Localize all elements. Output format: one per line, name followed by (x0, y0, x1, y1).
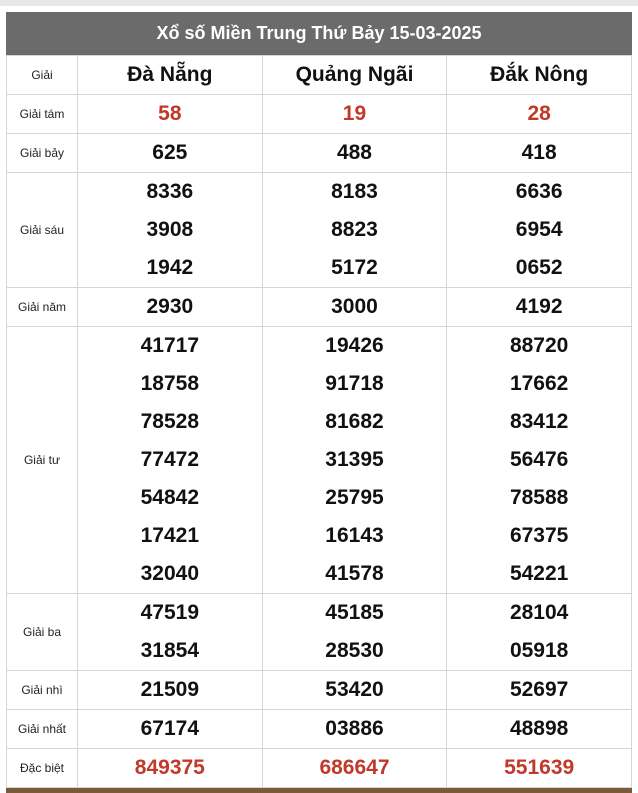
prize-label: Giải nhất (7, 710, 78, 749)
prize-number: 19 (342, 102, 367, 125)
prize-cell-da-nang (78, 173, 263, 288)
prize-row (7, 134, 632, 173)
prize-number: 8183 (331, 180, 378, 203)
prize-number: 77472 (140, 448, 200, 471)
prize-number: 4192 (515, 295, 563, 318)
prize-cell-da-nang (78, 594, 263, 671)
prize-number: 418 (521, 141, 557, 164)
prize-label: Giải nhì (7, 671, 78, 710)
prize-number: 17662 (509, 372, 569, 395)
prize-cell-quang-ngai (262, 173, 447, 288)
prize-cell-quang-ngai (262, 671, 447, 710)
prize-row (7, 327, 632, 594)
prize-number: 18758 (140, 372, 200, 395)
prize-number: 53420 (325, 678, 384, 701)
prize-number: 8336 (146, 180, 194, 203)
prize-number: 5172 (331, 256, 378, 279)
prize-number: 56476 (509, 448, 569, 471)
prize-row (7, 95, 632, 134)
prize-number: 19426 (325, 334, 384, 357)
prize-number: 52697 (509, 678, 569, 701)
prize-cell-da-nang (78, 710, 263, 749)
prize-number: 41717 (140, 334, 200, 357)
prize-number: 47519 (140, 601, 200, 624)
prize-number: 551639 (504, 756, 575, 779)
prize-number: 16143 (325, 524, 384, 547)
prize-cell-dak-nong (447, 95, 632, 134)
prize-row (7, 594, 632, 671)
prize-row (7, 288, 632, 327)
prize-number: 31395 (325, 448, 384, 471)
lottery-results-table (6, 12, 632, 788)
prize-row (7, 173, 632, 288)
prize-cell-quang-ngai (262, 327, 447, 594)
prize-number: 91718 (325, 372, 384, 395)
prize-cell-quang-ngai (262, 95, 447, 134)
prize-number: 28530 (325, 639, 384, 662)
prize-cell-da-nang (78, 134, 263, 173)
bottom-divider (6, 788, 632, 793)
prize-number: 54842 (140, 486, 200, 509)
prize-number: 45185 (325, 601, 384, 624)
prize-number: 81682 (325, 410, 384, 433)
prize-number: 03886 (325, 717, 384, 740)
prize-number: 625 (152, 141, 188, 164)
prize-number: 58 (158, 102, 182, 125)
prize-number: 686647 (319, 756, 390, 779)
prize-number: 6636 (515, 180, 563, 203)
prize-label: Giải sáu (7, 173, 78, 288)
prize-label: Giải bảy (7, 134, 78, 173)
prize-number: 25795 (325, 486, 384, 509)
prize-number: 849375 (134, 756, 205, 779)
prize-number: 48898 (509, 717, 569, 740)
prize-cell-dak-nong (447, 288, 632, 327)
prize-cell-da-nang (78, 327, 263, 594)
province-quang-ngai: Quảng Ngãi (262, 56, 447, 95)
prize-number: 6954 (515, 218, 563, 241)
prize-label: Giải năm (7, 288, 78, 327)
prize-number: 88720 (509, 334, 569, 357)
prize-number: 32040 (140, 562, 200, 585)
prize-cell-da-nang (78, 671, 263, 710)
prize-number: 31854 (140, 639, 200, 662)
results-title: Xổ số Miền Trung Thứ Bảy 15-03-2025 (6, 12, 632, 55)
prize-label: Giải tám (7, 95, 78, 134)
prize-label: Đặc biệt (7, 749, 78, 788)
prize-number: 8823 (331, 218, 378, 241)
prize-number: 67174 (140, 717, 200, 740)
prize-number: 2930 (146, 295, 194, 318)
prize-label: Giải ba (7, 594, 78, 671)
prize-number: 17421 (140, 524, 200, 547)
prize-number: 54221 (509, 562, 569, 585)
prize-cell-quang-ngai (262, 594, 447, 671)
prize-cell-quang-ngai (262, 134, 447, 173)
header-label: Giải (7, 56, 78, 95)
header-row (7, 56, 632, 95)
prize-cell-dak-nong (447, 749, 632, 788)
prize-number: 78528 (140, 410, 200, 433)
prize-number: 28 (527, 102, 551, 125)
prize-cell-da-nang (78, 288, 263, 327)
prize-cell-da-nang (78, 95, 263, 134)
prize-number: 28104 (509, 601, 569, 624)
prize-row (7, 710, 632, 749)
prize-cell-dak-nong (447, 594, 632, 671)
prize-cell-dak-nong (447, 710, 632, 749)
province-da-nang: Đà Nẵng (78, 56, 263, 95)
prize-cell-quang-ngai (262, 288, 447, 327)
prize-number: 41578 (325, 562, 384, 585)
province-dak-nong: Đắk Nông (447, 56, 632, 95)
prize-cell-quang-ngai (262, 749, 447, 788)
prize-number: 0652 (515, 256, 563, 279)
prize-cell-dak-nong (447, 671, 632, 710)
prize-cell-dak-nong (447, 134, 632, 173)
prize-cell-dak-nong (447, 327, 632, 594)
top-divider (0, 0, 638, 6)
prize-row (7, 671, 632, 710)
prize-number: 488 (336, 141, 372, 164)
prize-number: 67375 (509, 524, 569, 547)
results-grid (6, 55, 632, 788)
prize-number: 3908 (146, 218, 194, 241)
prize-number: 78588 (509, 486, 569, 509)
prize-cell-quang-ngai (262, 710, 447, 749)
prize-number: 21509 (140, 678, 200, 701)
prize-cell-dak-nong (447, 173, 632, 288)
prize-number: 1942 (146, 256, 194, 279)
prize-label: Giải tư (7, 327, 78, 594)
prize-number: 05918 (509, 639, 569, 662)
prize-cell-da-nang (78, 749, 263, 788)
prize-number: 83412 (509, 410, 569, 433)
prize-row (7, 749, 632, 788)
prize-number: 3000 (331, 295, 378, 318)
